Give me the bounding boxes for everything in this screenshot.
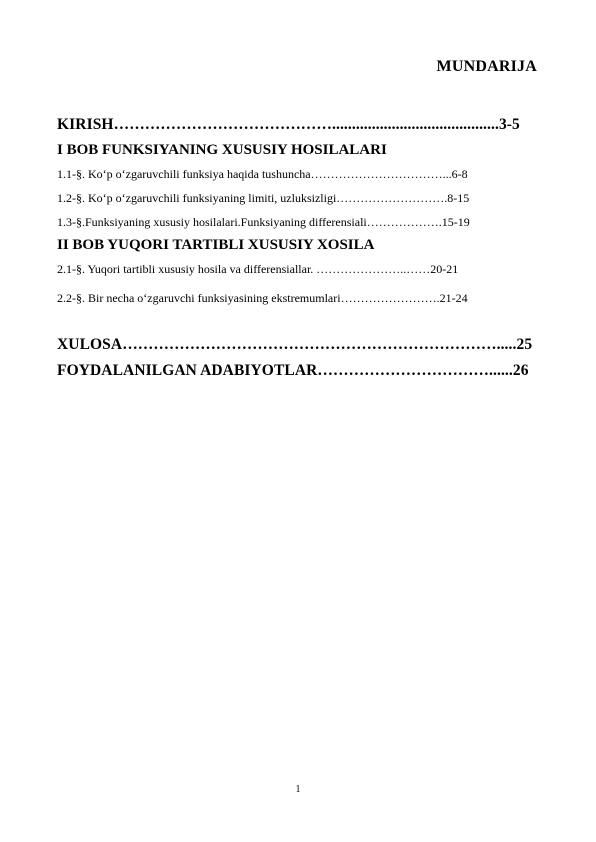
toc-entry-1-3: 1.3-§.Funksiyaning xususiy hosilalari.Funksiyaning differensiali……………….15-19 (57, 215, 470, 229)
page-number: 1 (295, 784, 301, 795)
toc-chapter-1: I BOB FUNKSIYANING XUSUSIY HOSILALARI (57, 142, 387, 158)
toc-entry-1-2: 1.2-§. Ko‘p o‘zgaruvchili funksiyaning limiti, uzluksizligi……………………….8-15 (57, 191, 470, 205)
toc-entry-xulosa: XULOSA……………………………………………………………….....25 (57, 336, 533, 353)
page-title: MUNDARIJA (436, 58, 537, 75)
toc-entry-2-1: 2.1-§. Yuqori tartibli xususiy hosila va differensiallar. …………………..……20-21 (57, 262, 459, 276)
toc-entry-2-2: 2.2-§. Bir necha o‘zgaruvchi funksiyasining ekstremumlari…………………….21-24 (57, 291, 468, 305)
toc-entry-adabiyotlar: FOYDALANILGAN ADABIYOTLAR……………………………......26 (57, 362, 529, 379)
toc-entry-1-1: 1.1-§. Ko‘p o‘zgaruvchili funksiya haqida tushuncha……………………………...6-8 (57, 167, 468, 181)
toc-chapter-2: II BOB YUQORI TARTIBLI XUSUSIY XOSILA (57, 237, 375, 253)
toc-entry-kirish: KIRISH……………………………………..........................................3-5 (57, 116, 520, 133)
